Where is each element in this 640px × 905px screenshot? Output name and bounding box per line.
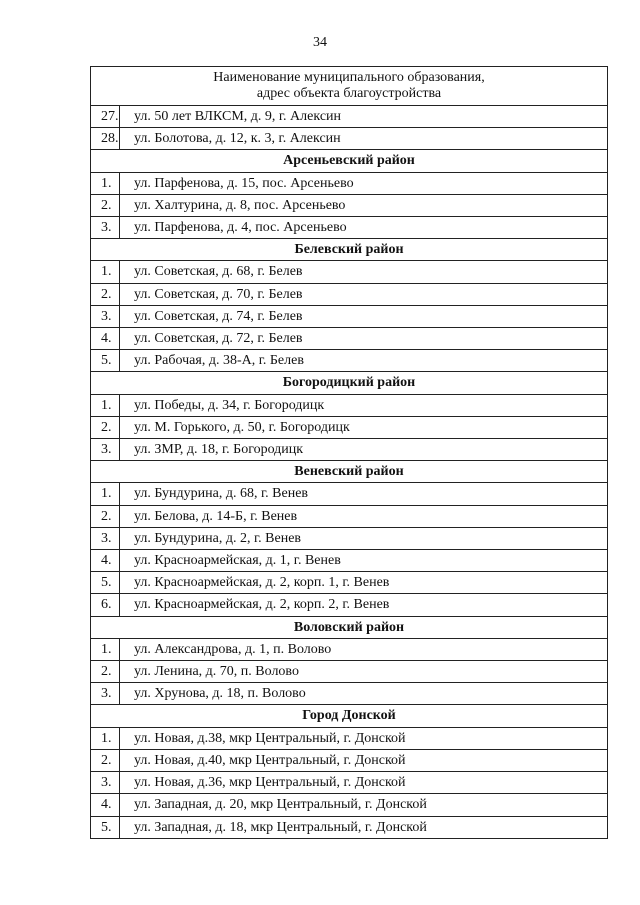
table-row <box>91 772 608 794</box>
row-number: 2. <box>91 283 120 305</box>
row-address: ул. Болотова, д. 12, к. 3, г. Алексин <box>120 128 608 150</box>
row-number: 1. <box>91 261 120 283</box>
row-number: 3. <box>91 439 120 461</box>
row-address: ул. Хрунова, д. 18, п. Волово <box>120 683 608 705</box>
row-address: ул. Красноармейская, д. 2, корп. 1, г. Венев <box>120 572 608 594</box>
row-number: 3. <box>91 217 120 239</box>
row-address: ул. Советская, д. 68, г. Белев <box>120 261 608 283</box>
table-row <box>91 794 608 816</box>
table-row <box>91 505 608 527</box>
district-heading: Арсеньевский район <box>91 150 608 172</box>
table-row <box>91 394 608 416</box>
district-heading: Город Донской <box>91 705 608 727</box>
table-row <box>91 727 608 749</box>
table-header-line-2: адрес объекта благоустройства <box>256 86 442 101</box>
district-heading: Воловский район <box>91 616 608 638</box>
row-number: 5. <box>91 816 120 838</box>
row-address: ул. Западная, д. 20, мкр Центральный, г. Донской <box>120 794 608 816</box>
page-number: 34 <box>313 35 327 50</box>
table-row <box>91 350 608 372</box>
row-address: ул. Александрова, д. 1, п. Волово <box>120 638 608 660</box>
row-address: ул. Рабочая, д. 38-А, г. Белев <box>120 350 608 372</box>
row-address: ул. Бундурина, д. 68, г. Венев <box>120 483 608 505</box>
table-row <box>91 172 608 194</box>
row-address: ул. Новая, д.40, мкр Центральный, г. Донской <box>120 749 608 771</box>
table-row <box>91 572 608 594</box>
row-number: 4. <box>91 550 120 572</box>
row-address: ул. Советская, д. 74, г. Белев <box>120 305 608 327</box>
row-number: 1. <box>91 172 120 194</box>
table-row <box>91 194 608 216</box>
row-number: 4. <box>91 328 120 350</box>
row-number: 1. <box>91 394 120 416</box>
row-number: 2. <box>91 194 120 216</box>
table-row <box>91 638 608 660</box>
row-address: ул. Бундурина, д. 2, г. Венев <box>120 527 608 549</box>
table-row <box>91 527 608 549</box>
row-number: 6. <box>91 594 120 616</box>
row-number: 3. <box>91 527 120 549</box>
row-number: 1. <box>91 483 120 505</box>
table-row <box>91 594 608 616</box>
address-table-body <box>91 67 608 839</box>
table-header-line-1: Наименование муниципального образования, <box>213 70 485 85</box>
row-number: 3. <box>91 305 120 327</box>
row-number: 3. <box>91 683 120 705</box>
district-heading-row <box>91 705 608 727</box>
row-address: ул. Парфенова, д. 4, пос. Арсеньево <box>120 217 608 239</box>
row-number: 1. <box>91 727 120 749</box>
row-address: ул. Западная, д. 18, мкр Центральный, г. Донской <box>120 816 608 838</box>
row-address: ул. Победы, д. 34, г. Богородицк <box>120 394 608 416</box>
table-row <box>91 217 608 239</box>
address-table <box>90 66 608 839</box>
row-number: 2. <box>91 416 120 438</box>
district-heading-row <box>91 239 608 261</box>
district-heading-row <box>91 461 608 483</box>
row-address: ул. М. Горького, д. 50, г. Богородицк <box>120 416 608 438</box>
row-number: 28. <box>91 128 120 150</box>
district-heading: Веневский район <box>91 461 608 483</box>
table-row <box>91 106 608 128</box>
row-address: ул. Парфенова, д. 15, пос. Арсеньево <box>120 172 608 194</box>
table-row <box>91 661 608 683</box>
row-address: ул. Новая, д.36, мкр Центральный, г. Донской <box>120 772 608 794</box>
row-address: ул. ЗМР, д. 18, г. Богородицк <box>120 439 608 461</box>
district-heading-row <box>91 150 608 172</box>
district-heading-row <box>91 372 608 394</box>
row-number: 2. <box>91 749 120 771</box>
district-heading: Белевский район <box>91 239 608 261</box>
table-row <box>91 305 608 327</box>
table-row <box>91 416 608 438</box>
row-address: ул. Красноармейская, д. 2, корп. 2, г. Венев <box>120 594 608 616</box>
row-address: ул. 50 лет ВЛКСМ, д. 9, г. Алексин <box>120 106 608 128</box>
table-row <box>91 816 608 838</box>
district-heading-row <box>91 616 608 638</box>
row-address: ул. Новая, д.38, мкр Центральный, г. Донской <box>120 727 608 749</box>
row-number: 27. <box>91 106 120 128</box>
table-row <box>91 283 608 305</box>
row-number: 4. <box>91 794 120 816</box>
row-number: 5. <box>91 572 120 594</box>
table-row <box>91 550 608 572</box>
table-header-row <box>91 67 608 106</box>
row-number: 1. <box>91 638 120 660</box>
table-row <box>91 439 608 461</box>
table-row <box>91 128 608 150</box>
row-address: ул. Советская, д. 70, г. Белев <box>120 283 608 305</box>
row-address: ул. Ленина, д. 70, п. Волово <box>120 661 608 683</box>
district-heading: Богородицкий район <box>91 372 608 394</box>
table-row <box>91 683 608 705</box>
table-header-cell <box>91 67 608 106</box>
table-row <box>91 328 608 350</box>
table-row <box>91 749 608 771</box>
table-row <box>91 261 608 283</box>
row-number: 3. <box>91 772 120 794</box>
row-number: 5. <box>91 350 120 372</box>
row-address: ул. Халтурина, д. 8, пос. Арсеньево <box>120 194 608 216</box>
row-number: 2. <box>91 505 120 527</box>
table-row <box>91 483 608 505</box>
row-address: ул. Советская, д. 72, г. Белев <box>120 328 608 350</box>
row-address: ул. Белова, д. 14-Б, г. Венев <box>120 505 608 527</box>
row-number: 2. <box>91 661 120 683</box>
row-address: ул. Красноармейская, д. 1, г. Венев <box>120 550 608 572</box>
